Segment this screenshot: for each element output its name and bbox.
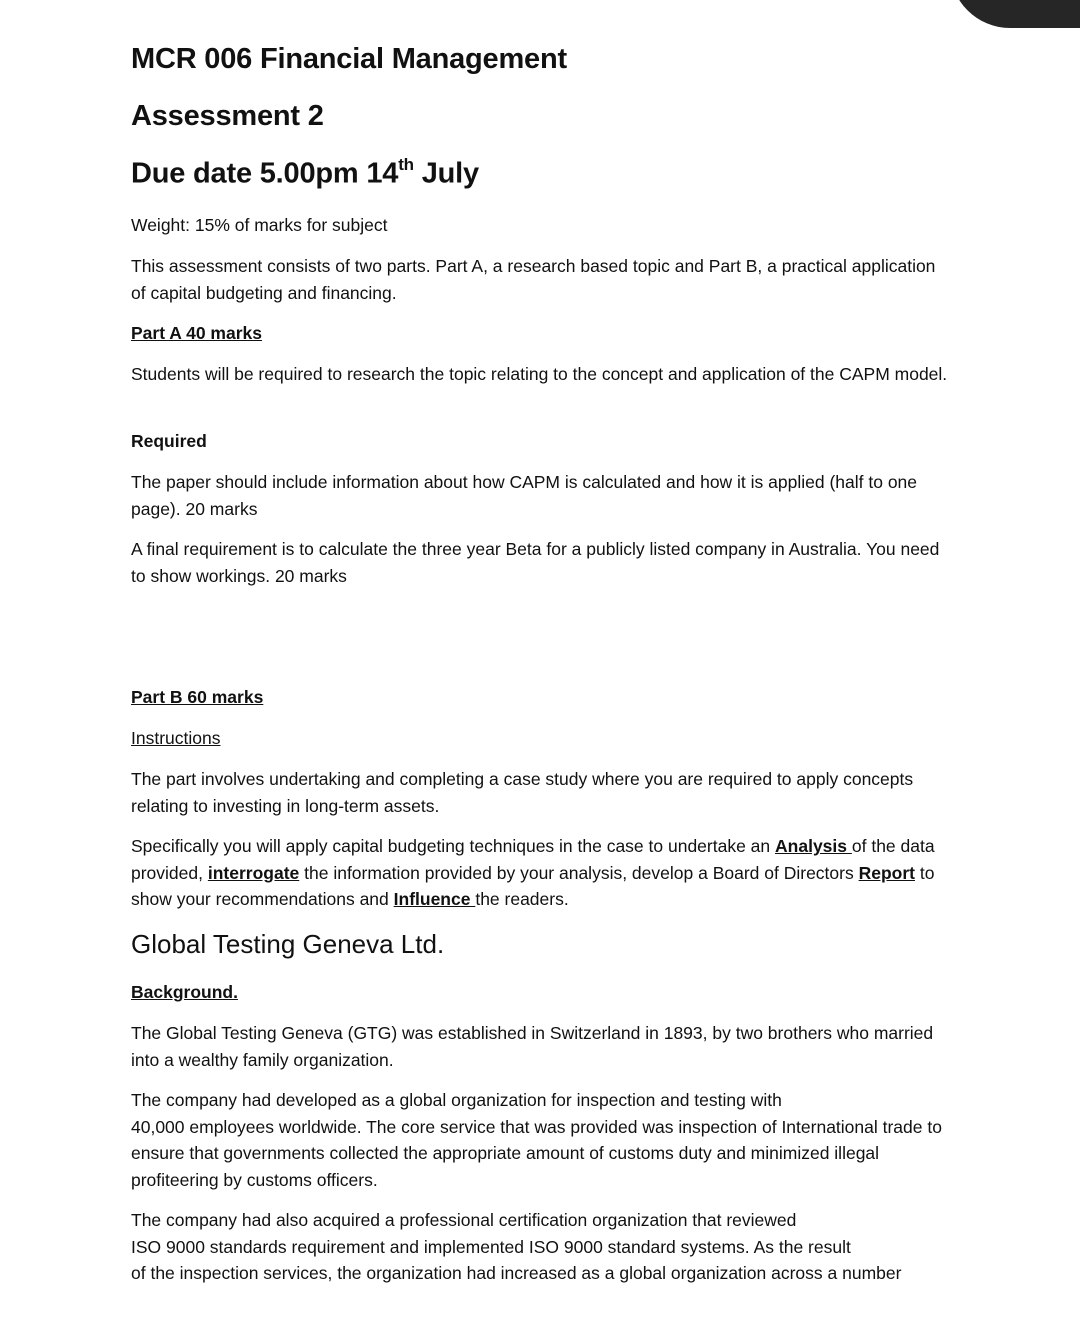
- part-b-heading: Part B 60 marks: [131, 687, 264, 707]
- keyword-influence: Influence: [393, 889, 476, 909]
- specifics-paragraph: [131, 833, 951, 913]
- bg-para-2-line-1: The company had developed as a global organization for inspection and testing with: [131, 1090, 782, 1110]
- keyword-analysis: Analysis: [775, 836, 852, 856]
- spec-text-3: the information provided by your analysis, develop a Board of Directors: [299, 862, 859, 883]
- assessment-title: Assessment 2: [131, 100, 324, 132]
- due-date: [131, 157, 479, 191]
- due-date-ordinal: th: [398, 155, 414, 174]
- bg-para-3-line-2: ISO 9000 standards requirement and implemented ISO 9000 standard systems. As the result: [131, 1236, 851, 1257]
- background-paragraph-1: The Global Testing Geneva (GTG) was established in Switzerland in 1893, by two brothers who married into a wealthy family organization.: [131, 1023, 934, 1070]
- due-date-prefix: Due date 5.00pm 14: [131, 157, 399, 190]
- bg-para-3-line-1: The company had also acquired a professional certification organization that reviewed: [131, 1210, 797, 1230]
- part-a-heading: Part A 40 marks: [131, 323, 263, 343]
- bg-para-3-line-3: of the inspection services, the organization had increased as a global organization across a number: [131, 1263, 902, 1283]
- keyword-interrogate: interrogate: [207, 862, 300, 883]
- background-heading: Background.: [131, 982, 238, 1002]
- requirement-2: A final requirement is to calculate the three year Beta for a publicly listed company in Australia. You need to show workings. 20 marks: [131, 539, 940, 586]
- keyword-report: Report: [858, 862, 915, 883]
- weight-text: Weight: 15% of marks for subject: [131, 215, 388, 235]
- case-title: Global Testing Geneva Ltd.: [131, 929, 445, 959]
- intro-paragraph: This assessment consists of two parts. Part A, a research based topic and Part B, a practical application of capital budgeting and financing.: [131, 256, 936, 303]
- instructions-label: Instructions: [131, 728, 221, 748]
- corner-decoration: [950, 0, 1080, 28]
- spec-text-5: the readers.: [475, 889, 569, 909]
- course-title: MCR 006 Financial Management: [131, 43, 567, 75]
- due-date-suffix: July: [413, 157, 479, 190]
- spec-text-1: Specifically you will apply capital budgeting techniques in the case to undertake an: [131, 836, 776, 856]
- part-b-description: The part involves undertaking and completing a case study where you are required to apply concepts relating to investing in long-term assets.: [131, 769, 914, 816]
- part-a-description: Students will be required to research the topic relating to the concept and application of the CAPM model.: [131, 364, 948, 384]
- requirement-1: The paper should include information about how CAPM is calculated and how it is applied (half to one page). 20 marks: [131, 472, 918, 519]
- bg-para-2-rest: 40,000 employees worldwide. The core service that was provided was inspection of International trade to ensure that governments collected the appropriate amount of customs duty and minimized illegal profiteering by customs officers.: [131, 1116, 942, 1190]
- background-paragraph-2: [131, 1087, 951, 1193]
- background-paragraph-3: [131, 1207, 951, 1287]
- spec-text-2: of the data provided,: [131, 836, 935, 883]
- spec-text-4: to show your recommendations and: [131, 862, 935, 909]
- required-label: Required: [131, 431, 207, 451]
